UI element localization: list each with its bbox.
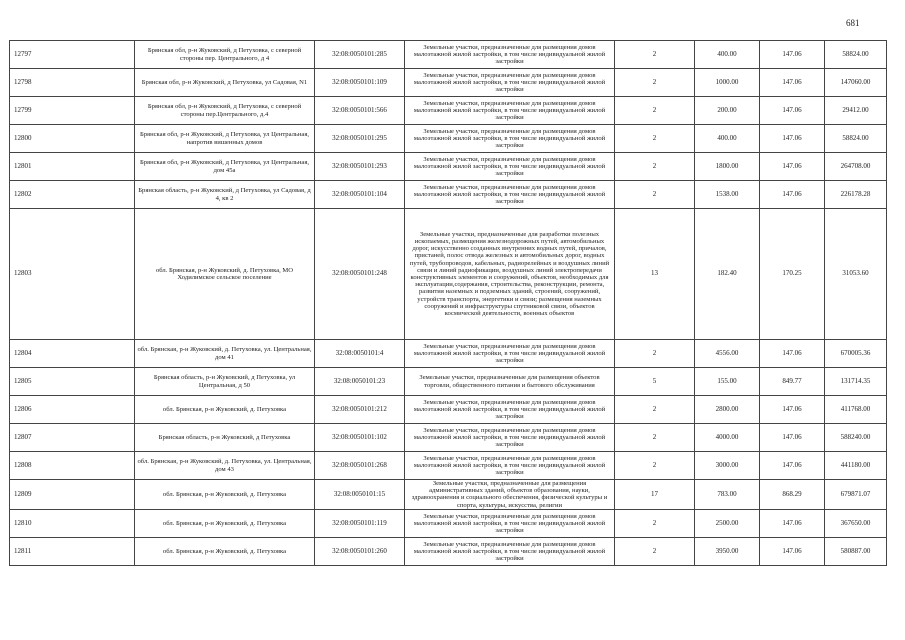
table-row bbox=[10, 181, 887, 209]
cadastral-value-cell: 31053.60 bbox=[825, 209, 887, 340]
table-row bbox=[10, 368, 887, 396]
row-id-cell: 12808 bbox=[10, 452, 135, 480]
area-cell: 200.00 bbox=[695, 97, 760, 125]
cadastral-value-cell: 58824.00 bbox=[825, 125, 887, 153]
page-number: 681 bbox=[846, 18, 860, 28]
cadastral-number-cell: 32:08:0050101:248 bbox=[315, 209, 405, 340]
specific-value-cell: 147.06 bbox=[760, 509, 825, 537]
specific-value-cell: 849.77 bbox=[760, 368, 825, 396]
area-cell: 2800.00 bbox=[695, 396, 760, 424]
usage-group-cell: 2 bbox=[615, 41, 695, 69]
land-purpose-cell: Земельные участки, предназначенные для размещения объектов торговли, общественного питания и бытового обслуживания bbox=[405, 368, 615, 396]
cadastral-value-cell: 131714.35 bbox=[825, 368, 887, 396]
usage-group-cell: 2 bbox=[615, 69, 695, 97]
cadastral-value-cell: 411768.00 bbox=[825, 396, 887, 424]
address-cell: обл. Брянская, р-н Жуковский, д. Петуховка bbox=[135, 396, 315, 424]
specific-value-cell: 147.06 bbox=[760, 537, 825, 565]
land-purpose-cell: Земельные участки, предназначенные для размещения домов малоэтажной жилой застройки, в том числе индивидуальной жилой застройки bbox=[405, 153, 615, 181]
land-purpose-cell: Земельные участки, предназначенные для размещения домов малоэтажной жилой застройки, в том числе индивидуальной жилой застройки bbox=[405, 69, 615, 97]
land-purpose-cell: Земельные участки, предназначенные для размещения домов малоэтажной жилой застройки, в том числе индивидуальной жилой застройки bbox=[405, 537, 615, 565]
usage-group-cell: 2 bbox=[615, 340, 695, 368]
usage-group-cell: 2 bbox=[615, 537, 695, 565]
row-id-cell: 12800 bbox=[10, 125, 135, 153]
usage-group-cell: 2 bbox=[615, 396, 695, 424]
row-id-cell: 12809 bbox=[10, 480, 135, 510]
area-cell: 783.00 bbox=[695, 480, 760, 510]
land-purpose-cell: Земельные участки, предназначенные для размещения домов малоэтажной жилой застройки, в том числе индивидуальной жилой застройки bbox=[405, 41, 615, 69]
usage-group-cell: 5 bbox=[615, 368, 695, 396]
address-cell: Брянская область, р-н Жуковский, д Петуховка, ул Садовая, д 4, кв 2 bbox=[135, 181, 315, 209]
cadastral-value-cell: 29412.00 bbox=[825, 97, 887, 125]
usage-group-cell: 2 bbox=[615, 125, 695, 153]
area-cell: 3950.00 bbox=[695, 537, 760, 565]
address-cell: Брянская обл, р-н Жуковский, д Петуховка, с северной стороны пер. Центрального, д 4 bbox=[135, 41, 315, 69]
area-cell: 1800.00 bbox=[695, 153, 760, 181]
usage-group-cell: 13 bbox=[615, 209, 695, 340]
address-cell: обл. Брянская, р-н Жуковский, д. Петуховка bbox=[135, 509, 315, 537]
land-purpose-cell: Земельные участки, предназначенные для размещения домов малоэтажной жилой застройки, в том числе индивидуальной жилой застройки bbox=[405, 509, 615, 537]
row-id-cell: 12810 bbox=[10, 509, 135, 537]
specific-value-cell: 147.06 bbox=[760, 97, 825, 125]
table-row bbox=[10, 340, 887, 368]
row-id-cell: 12805 bbox=[10, 368, 135, 396]
row-id-cell: 12806 bbox=[10, 396, 135, 424]
cadastral-value-cell: 58824.00 bbox=[825, 41, 887, 69]
row-id-cell: 12801 bbox=[10, 153, 135, 181]
cadastral-number-cell: 32:08:0050101:293 bbox=[315, 153, 405, 181]
specific-value-cell: 147.06 bbox=[760, 340, 825, 368]
cadastral-number-cell: 32:08:0050101:566 bbox=[315, 97, 405, 125]
area-cell: 4556.00 bbox=[695, 340, 760, 368]
table-row bbox=[10, 509, 887, 537]
land-purpose-cell: Земельные участки, предназначенные для размещения домов малоэтажной жилой застройки, в том числе индивидуальной жилой застройки bbox=[405, 97, 615, 125]
area-cell: 155.00 bbox=[695, 368, 760, 396]
cadastral-number-cell: 32:08:0050101:15 bbox=[315, 480, 405, 510]
cadastral-value-cell: 441180.00 bbox=[825, 452, 887, 480]
cadastral-number-cell: 32:08:0050101:23 bbox=[315, 368, 405, 396]
row-id-cell: 12811 bbox=[10, 537, 135, 565]
cadastral-value-cell: 670005.36 bbox=[825, 340, 887, 368]
usage-group-cell: 2 bbox=[615, 153, 695, 181]
address-cell: обл. Брянская, р-н Жуковский, д. Петуховка bbox=[135, 537, 315, 565]
address-cell: Брянская область, р-н Жуковский, д Петуховка bbox=[135, 424, 315, 452]
cadastral-value-cell: 580887.00 bbox=[825, 537, 887, 565]
cadastral-number-cell: 32:08:0050101:285 bbox=[315, 41, 405, 69]
row-id-cell: 12804 bbox=[10, 340, 135, 368]
table-row bbox=[10, 424, 887, 452]
table-row bbox=[10, 452, 887, 480]
cadastral-number-cell: 32:08:0050101:212 bbox=[315, 396, 405, 424]
address-cell: Брянская обл, р-н Жуковский, д Петуховка, ул Центральная, напротив вишенных домов bbox=[135, 125, 315, 153]
specific-value-cell: 147.06 bbox=[760, 396, 825, 424]
cadastral-number-cell: 32:08:0050101:119 bbox=[315, 509, 405, 537]
address-cell: обл. Брянская, р-н Жуковский, д. Петуховка, ул. Центральная, дом 43 bbox=[135, 452, 315, 480]
cadastral-number-cell: 32:08:0050101:109 bbox=[315, 69, 405, 97]
cadastral-number-cell: 32:08:0050101:260 bbox=[315, 537, 405, 565]
area-cell: 182.40 bbox=[695, 209, 760, 340]
table-body bbox=[10, 41, 887, 566]
address-cell: Брянская обл, р-н Жуковский, д Петуховка, с северной стороны пер.Центрального, д.4 bbox=[135, 97, 315, 125]
area-cell: 1000.00 bbox=[695, 69, 760, 97]
cadastral-value-cell: 226178.28 bbox=[825, 181, 887, 209]
row-id-cell: 12807 bbox=[10, 424, 135, 452]
cadastral-number-cell: 32:08:0050101:4 bbox=[315, 340, 405, 368]
specific-value-cell: 147.06 bbox=[760, 424, 825, 452]
cadastral-number-cell: 32:08:0050101:102 bbox=[315, 424, 405, 452]
address-cell: Брянская обл, р-н Жуковский, д Петуховка, ул Садовая, N1 bbox=[135, 69, 315, 97]
row-id-cell: 12799 bbox=[10, 97, 135, 125]
land-purpose-cell: Земельные участки, предназначенные для размещения домов малоэтажной жилой застройки, в том числе индивидуальной жилой застройки bbox=[405, 181, 615, 209]
specific-value-cell: 147.06 bbox=[760, 41, 825, 69]
area-cell: 3000.00 bbox=[695, 452, 760, 480]
land-purpose-cell: Земельные участки, предназначенные для размещения домов малоэтажной жилой застройки, в том числе индивидуальной жилой застройки bbox=[405, 396, 615, 424]
row-id-cell: 12803 bbox=[10, 209, 135, 340]
specific-value-cell: 147.06 bbox=[760, 452, 825, 480]
row-id-cell: 12798 bbox=[10, 69, 135, 97]
usage-group-cell: 2 bbox=[615, 97, 695, 125]
cadastral-value-cell: 367650.00 bbox=[825, 509, 887, 537]
land-purpose-cell: Земельные участки, предназначенные для размещения административных зданий, объектов образования, науки, здравоохранения и социального обеспечения, физической культуры и спорта, культуры, искусства, религии bbox=[405, 480, 615, 510]
area-cell: 1538.00 bbox=[695, 181, 760, 209]
cadastral-value-table bbox=[9, 40, 887, 566]
land-purpose-cell: Земельные участки, предназначенные для разработки полезных ископаемых, размещения железнодорожных путей, автомобильных дорог, искусственно созданных внутренних водных путей, причалов, пристаней, полос отвода железных и автомобильных дорог, водных путей, трубопроводов, кабельных, радиорелейных и воздушных линий связи и линий радиофикации, воздушных линий электропередачи конструктивных элементов и сооружений, объектов, необходимых для эксплуатации,содержания, строительства, реконструкции, ремонта, развития наземных и подземных зданий, строений, сооружений, устройств транспорта, энергетики и связи; размещения наземных сооружений и инфраструктуры спутниковой связи, объектов космической деятельности, военных объектов bbox=[405, 209, 615, 340]
table-row bbox=[10, 97, 887, 125]
usage-group-cell: 2 bbox=[615, 424, 695, 452]
usage-group-cell: 17 bbox=[615, 480, 695, 510]
specific-value-cell: 868.29 bbox=[760, 480, 825, 510]
cadastral-number-cell: 32:08:0050101:295 bbox=[315, 125, 405, 153]
cadastral-value-cell: 679871.07 bbox=[825, 480, 887, 510]
row-id-cell: 12802 bbox=[10, 181, 135, 209]
land-purpose-cell: Земельные участки, предназначенные для размещения домов малоэтажной жилой застройки, в том числе индивидуальной жилой застройки bbox=[405, 340, 615, 368]
address-cell: Брянская область, р-н Жуковский, д Петуховка, ул Центральная, д 50 bbox=[135, 368, 315, 396]
row-id-cell: 12797 bbox=[10, 41, 135, 69]
specific-value-cell: 147.06 bbox=[760, 181, 825, 209]
specific-value-cell: 147.06 bbox=[760, 69, 825, 97]
cadastral-number-cell: 32:08:0050101:104 bbox=[315, 181, 405, 209]
usage-group-cell: 2 bbox=[615, 509, 695, 537]
table-row bbox=[10, 69, 887, 97]
area-cell: 400.00 bbox=[695, 125, 760, 153]
land-purpose-cell: Земельные участки, предназначенные для размещения домов малоэтажной жилой застройки, в том числе индивидуальной жилой застройки bbox=[405, 125, 615, 153]
table-row bbox=[10, 480, 887, 510]
table-row bbox=[10, 153, 887, 181]
usage-group-cell: 2 bbox=[615, 181, 695, 209]
address-cell: Брянская обл, р-н Жуковский, д Петуховка, ул Центральная, дом 45а bbox=[135, 153, 315, 181]
land-purpose-cell: Земельные участки, предназначенные для размещения домов малоэтажной жилой застройки, в том числе индивидуальной жилой застройки bbox=[405, 424, 615, 452]
table-row bbox=[10, 209, 887, 340]
address-cell: обл. Брянская, р-н Жуковский, д. Петуховка, ул. Центральная, дом 41 bbox=[135, 340, 315, 368]
address-cell: обл. Брянская, р-н Жуковский, д. Петуховка, МО Ходилимское сельское поселение bbox=[135, 209, 315, 340]
area-cell: 400.00 bbox=[695, 41, 760, 69]
usage-group-cell: 2 bbox=[615, 452, 695, 480]
land-purpose-cell: Земельные участки, предназначенные для размещения домов малоэтажной жилой застройки, в том числе индивидуальной жилой застройки bbox=[405, 452, 615, 480]
area-cell: 2500.00 bbox=[695, 509, 760, 537]
table-row bbox=[10, 396, 887, 424]
table-row bbox=[10, 537, 887, 565]
cadastral-number-cell: 32:08:0050101:268 bbox=[315, 452, 405, 480]
specific-value-cell: 147.06 bbox=[760, 125, 825, 153]
cadastral-value-cell: 264708.00 bbox=[825, 153, 887, 181]
table-row bbox=[10, 41, 887, 69]
cadastral-value-cell: 147060.00 bbox=[825, 69, 887, 97]
specific-value-cell: 147.06 bbox=[760, 153, 825, 181]
table-row bbox=[10, 125, 887, 153]
address-cell: обл. Брянская, р-н Жуковский, д. Петуховка bbox=[135, 480, 315, 510]
cadastral-value-cell: 588240.00 bbox=[825, 424, 887, 452]
specific-value-cell: 170.25 bbox=[760, 209, 825, 340]
area-cell: 4000.00 bbox=[695, 424, 760, 452]
